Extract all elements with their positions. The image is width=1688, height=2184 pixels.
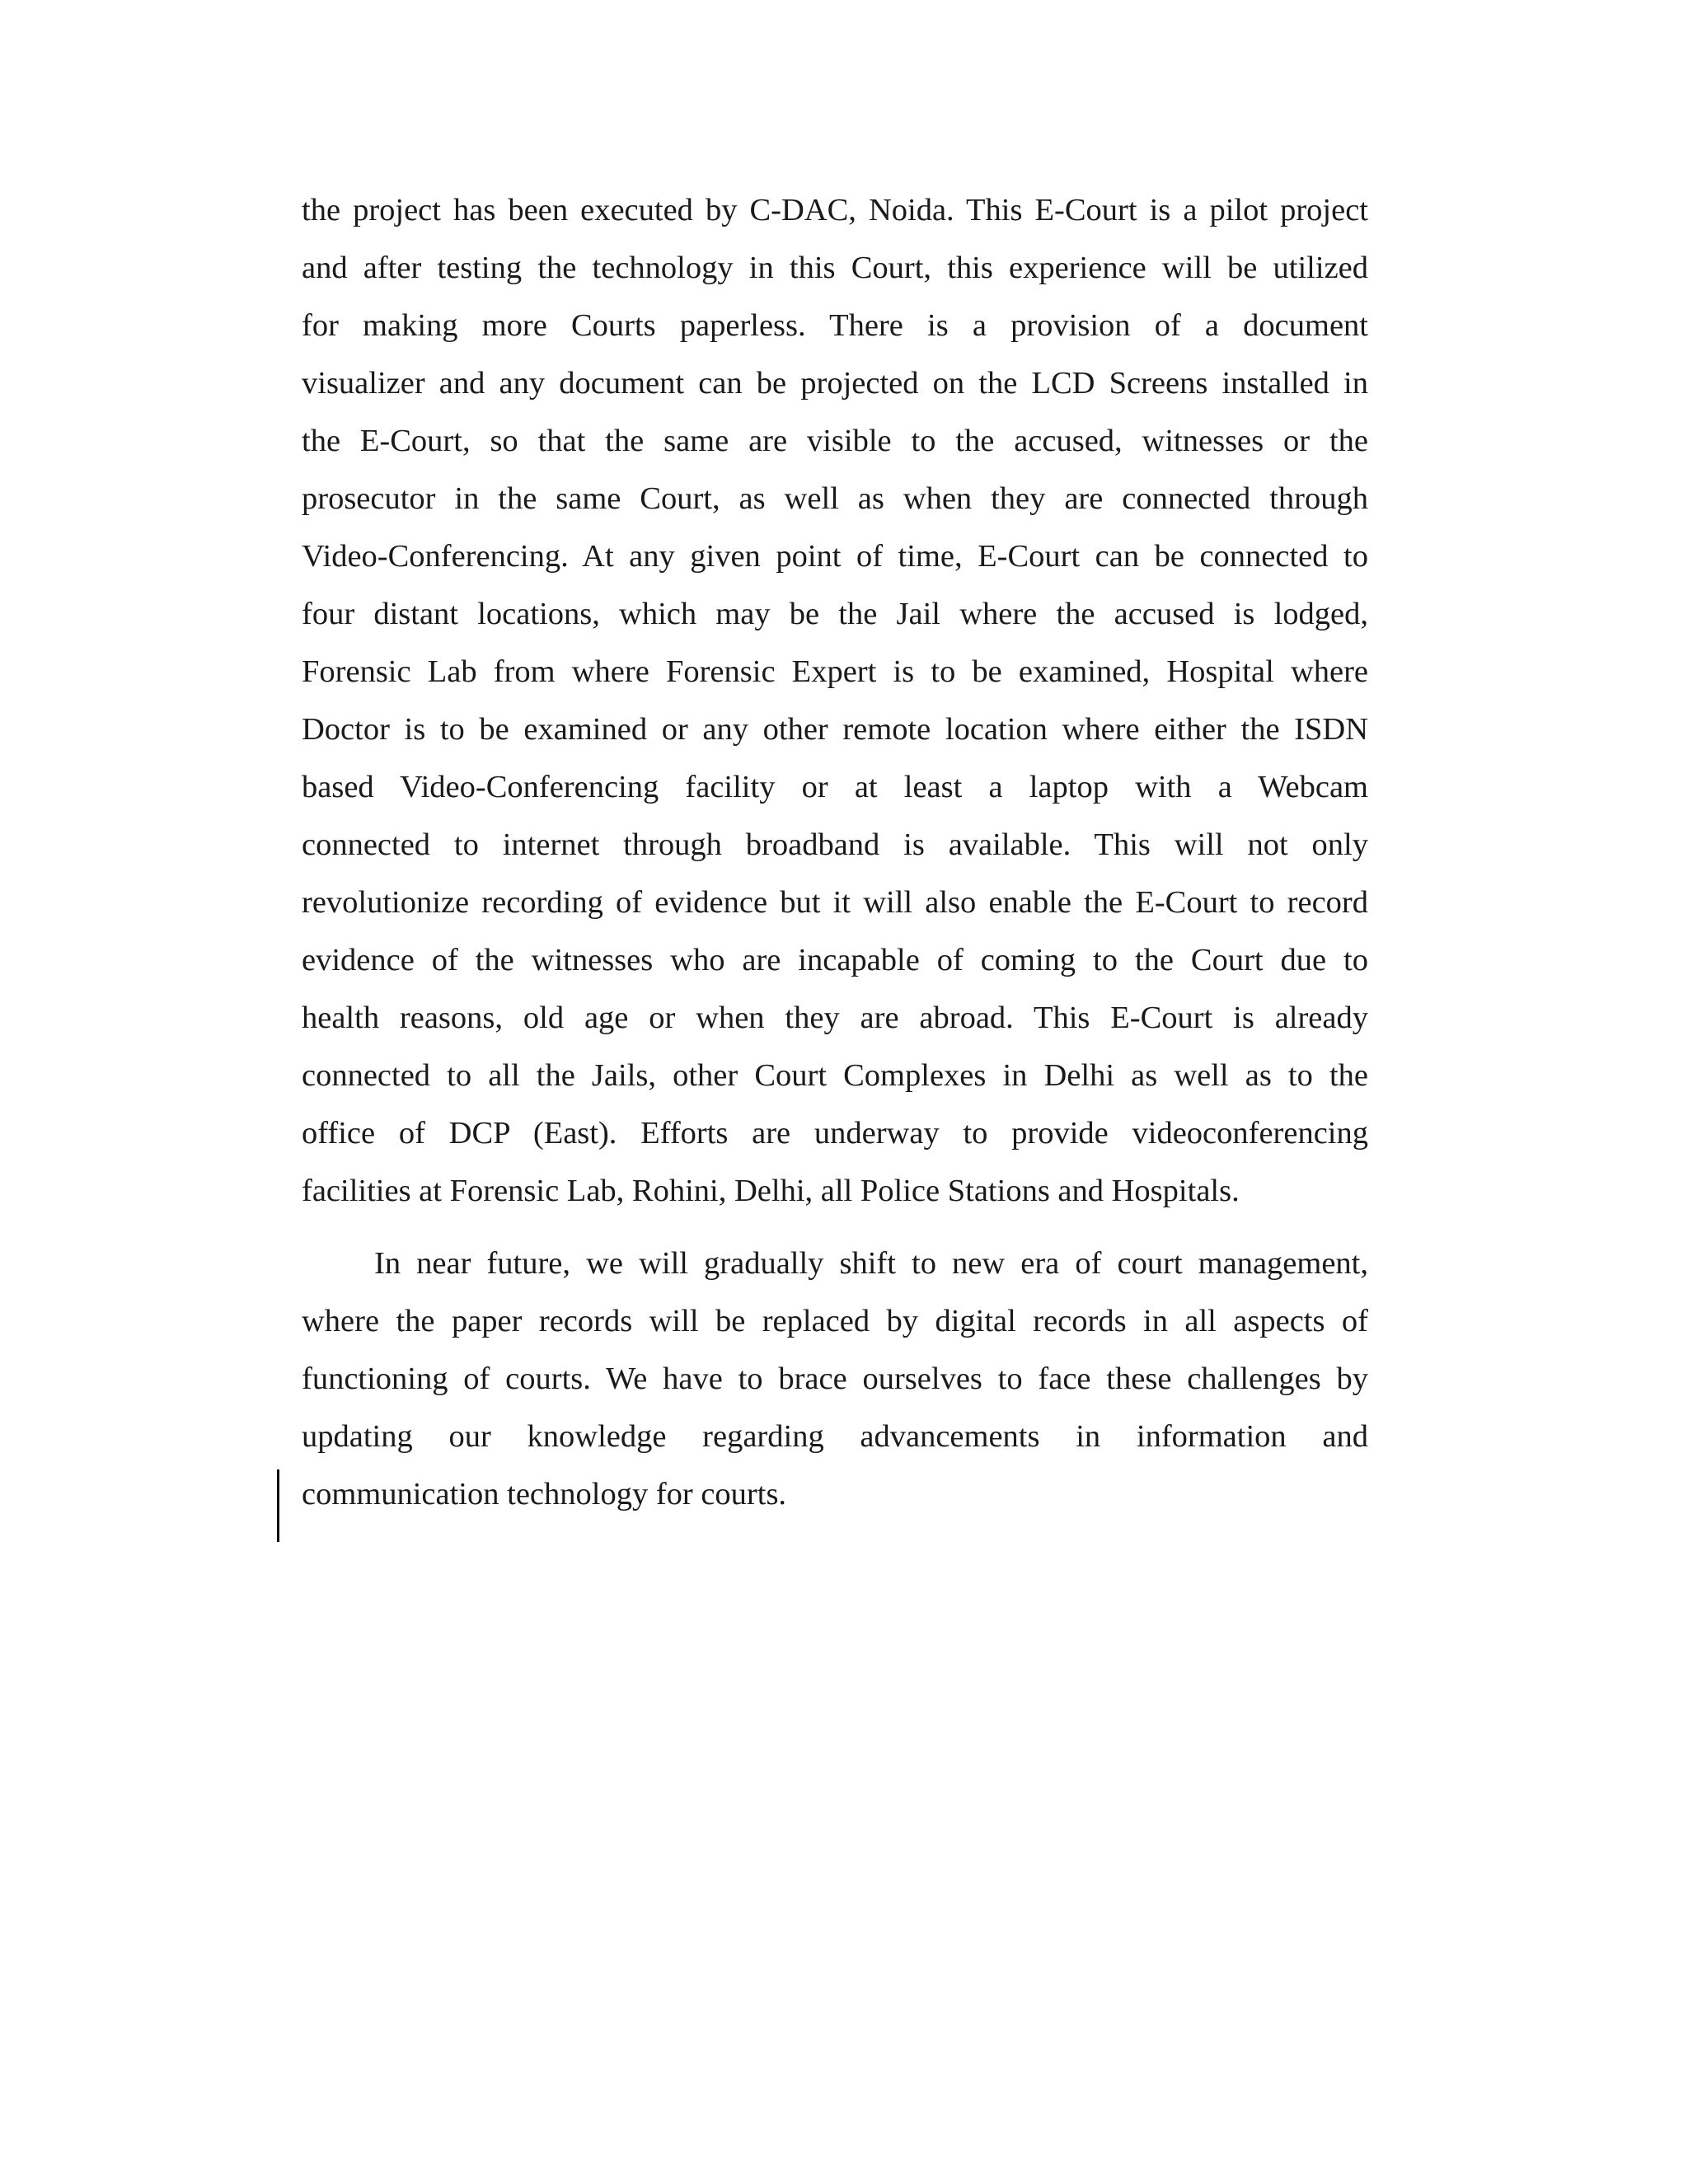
paragraph-1 <box>302 181 1368 1220</box>
text-line: facilities at Forensic Lab, Rohini, Delhi, all Police Stations and Hospitals. <box>302 1174 1240 1208</box>
text-line: evidence of the witnesses who are incapable of coming to the Court due to <box>302 943 1368 977</box>
text-line: based Video-Conferencing facility or at least a laptop with a Webcam <box>302 770 1368 804</box>
text-line: prosecutor in the same Court, as well as when they are connected through <box>302 481 1368 516</box>
text-line: where the paper records will be replaced by digital records in all aspects of <box>302 1304 1368 1338</box>
text-line: In near future, we will gradually shift to new era of court management, <box>374 1246 1368 1281</box>
text-line: visualizer and any document can be projected on the LCD Screens installed in <box>302 366 1368 401</box>
text-line: communication technology for courts. <box>302 1477 787 1511</box>
text-line: Forensic Lab from where Forensic Expert is to be examined, Hospital where <box>302 654 1368 689</box>
text-line: office of DCP (East). Efforts are underway to provide videoconferencing <box>302 1116 1368 1151</box>
paragraph-2 <box>302 1235 1368 1523</box>
text-line: for making more Courts paperless. There is a provision of a document <box>302 308 1368 343</box>
text-line: and after testing the technology in this Court, this experience will be utilized <box>302 251 1368 285</box>
text-line: functioning of courts. We have to brace ourselves to face these challenges by <box>302 1361 1368 1396</box>
text-line: health reasons, old age or when they are abroad. This E-Court is already <box>302 1001 1368 1035</box>
text-line: the E-Court, so that the same are visible to the accused, witnesses or the <box>302 424 1368 458</box>
text-line: revolutionize recording of evidence but it will also enable the E-Court to record <box>302 885 1368 920</box>
text-line: updating our knowledge regarding advancements in information and <box>302 1419 1368 1454</box>
text-line: Doctor is to be examined or any other remote location where either the ISDN <box>302 712 1368 747</box>
text-line: the project has been executed by C-DAC, Noida. This E-Court is a pilot project <box>302 193 1368 227</box>
text-line: connected to internet through broadband is available. This will not only <box>302 827 1368 862</box>
paragraph-spacer <box>302 1220 1368 1235</box>
text-line: connected to all the Jails, other Court Complexes in Delhi as well as to the <box>302 1058 1368 1093</box>
revision-change-bar <box>277 1469 279 1542</box>
text-line: four distant locations, which may be the Jail where the accused is lodged, <box>302 597 1368 631</box>
text-line: Video-Conferencing. At any given point of time, E-Court can be connected to <box>302 539 1368 574</box>
body-text <box>302 181 1368 1523</box>
